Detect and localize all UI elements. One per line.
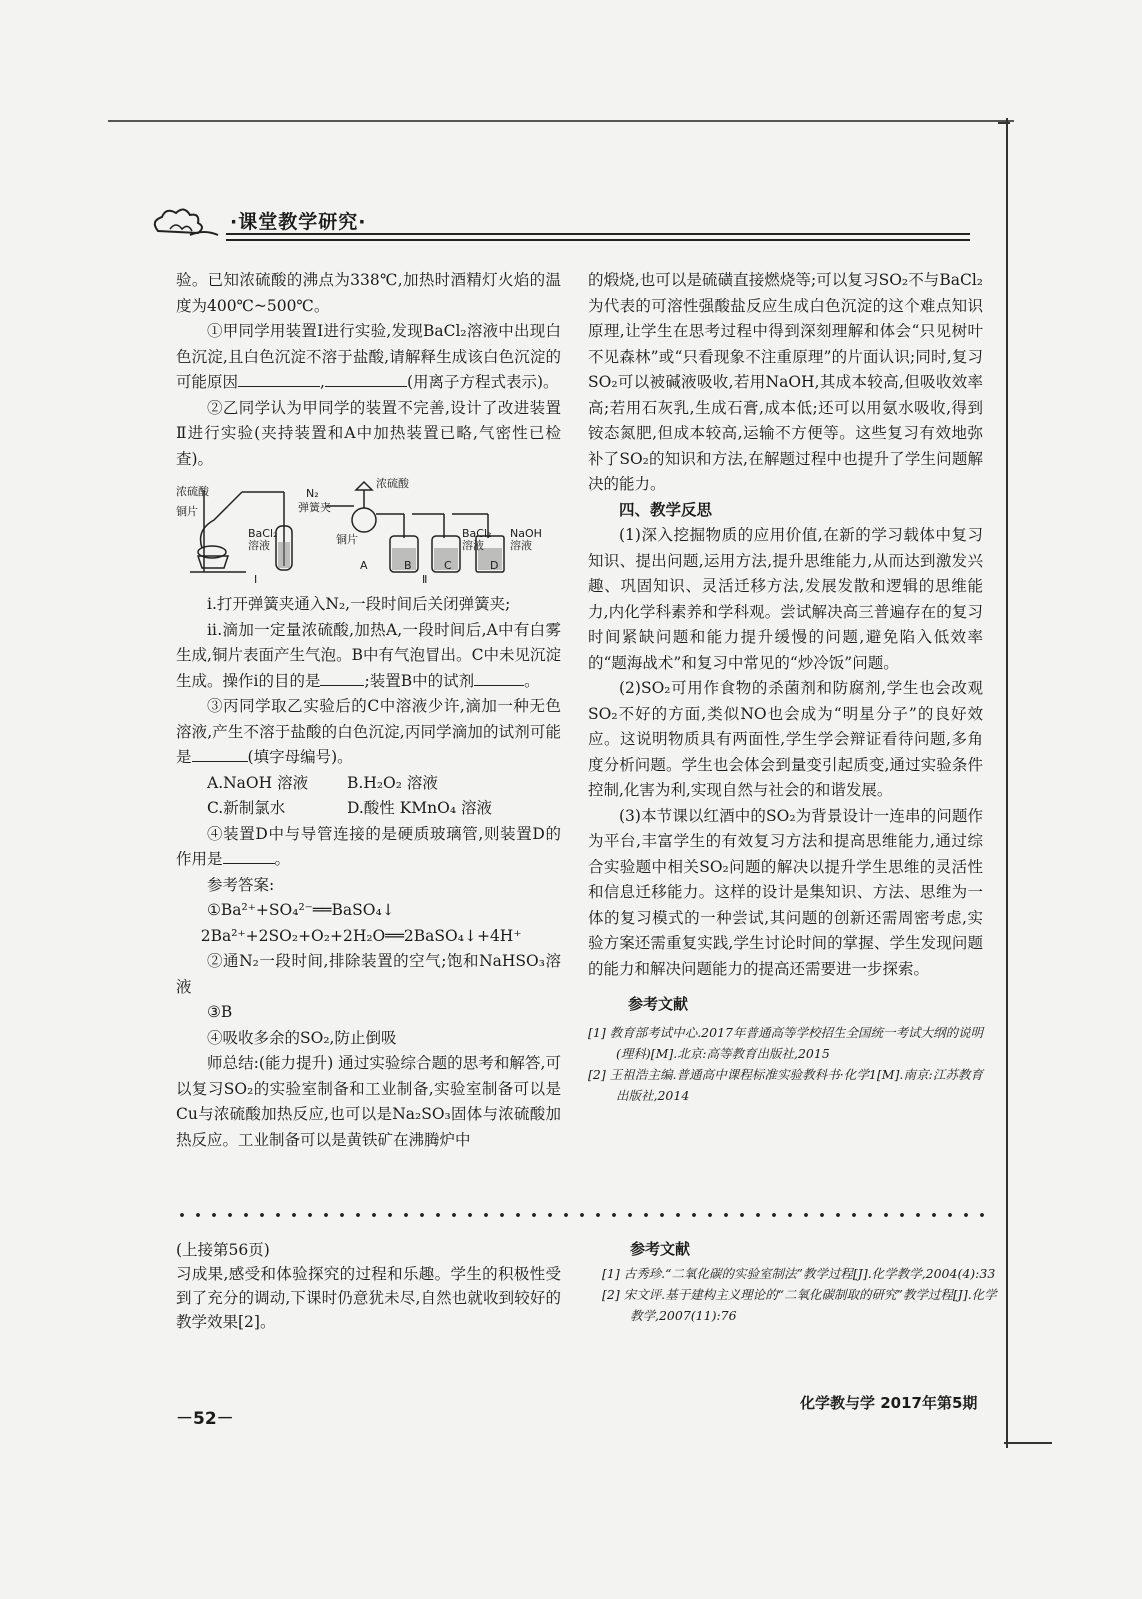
section-heading: 四、教学反思 [619,500,713,519]
answer-3: ③B [207,1003,233,1021]
choices-row-2 [176,796,561,822]
continued-note: (上接第56页) [176,1241,270,1259]
apparatus-diagram [176,476,566,586]
answer-2: ②通N₂一段时间,排除装置的空气;饱和NaHSO₃溶液 [176,952,561,996]
page-edge-tick [998,122,1010,124]
reference-item: [2] 宋文评.基于建构主义理论的“二氧化碳制取的研究”教学过程[J].化学教学,2007(11):76 [602,1287,997,1323]
label-apparatus-1: Ⅰ [254,573,258,586]
reflection-3: (3)本节课以红酒中的SO₂为背景设计一连串的问题作为平台,丰富学生的有效复习方法和提高思维能力,通过综合实验题中相关SO₂问题的解决以提升学生思维的灵活性和信息迁移能力。这样的设计是集知识、方法、思维为一体的复习模式的一种尝试,其问题的创新还需周密考虑,实验方案还需重复实践,学生讨论时间的掌握、学生发现问题的能力和解决问题能力的提高还需要进一步探索。 [588,806,983,978]
label-conc-acid-2: 浓硫酸 [376,477,409,490]
answer-title: 参考答案: [207,875,275,894]
header-rule [226,233,970,241]
right-column [588,268,983,1106]
label-bacl2-2: BaCl₂溶液 [462,527,492,552]
page-edge-bottom [1004,1442,1052,1444]
label-conc-acid: 浓硫酸 [176,485,209,498]
question-1: ①甲同学用装置Ⅰ进行实验,发现BaCl₂溶液中出现白色沉淀,且白色沉淀不溶于盐酸,请解释生成该白色沉淀的可能原因 , (用离子方程式表示)。 [176,322,561,391]
reference-item: [1] 古秀珍.“二氧化碳的实验室制法”教学过程[J].化学教学,2004(4):33 [602,1266,996,1281]
section-title: ·课堂教学研究· [230,211,367,233]
dotted-divider [174,1212,994,1218]
choice-c: C.新制氯水 [207,799,286,817]
page-edge [1006,118,1008,1448]
label-d: D [490,559,499,572]
paragraph: 的煅烧,也可以是硫磺直接燃烧等;可以复习SO₂不与BaCl₂为代表的可溶性强酸盐反应生成白色沉淀的这个难点知识原理,让学生在思考过程中得到深刻理解和体会“只见树叶不见森林”或“只看现象不注重原理”的片面认识;同时,复习SO₂可以被碱液吸收,若用NaOH,其成本较高,但吸收效率高;若用石灰乳,生成石膏,成本低;还可以用氨水吸收,得到铵态氮肥,但成本较高,运输不方便等。这些复习有效地弥补了SO₂的知识和方法,在解题过程中也提升了学生问题解决的能力。 [588,271,983,493]
references-title: 参考文献 [630,1240,691,1258]
choice-d: D.酸性 KMnO₄ 溶液 [347,799,493,817]
question-4: ④装置D中与导管连接的是硬质玻璃管,则装置D的作用是 。 [176,824,561,868]
paragraph: 验。已知浓硫酸的沸点为338℃,加热时酒精灯火焰的温度为400℃~500℃。 [176,271,561,315]
choice-a: A.NaOH 溶液 [207,773,309,792]
choices-row-1 [176,771,561,797]
journal-name: 化学教与学 2017年第5期 [800,1394,978,1412]
reference-item: [2] 王祖浩主编.普通高中课程标准实验教科书·化学1[M].南京:江苏教育出版社,2014 [588,1066,983,1103]
label-copper: 铜片 [176,505,198,518]
label-bacl2: BaCl₂溶液 [248,527,278,552]
continued-references [602,1228,997,1326]
top-rule [108,120,1014,122]
section-header [150,205,970,245]
answer-4: ④吸收多余的SO₂,防止倒吸 [207,1028,397,1047]
continued-article [176,1238,561,1334]
step-i: ⅰ.打开弹簧夹通入N₂,一段时间后关闭弹簧夹; [207,595,511,613]
label-n2: N₂ [306,487,319,500]
reference-item: [1] 教育部考试中心.2017年普通高等学校招生全国统一考试大纲的说明(理科)[M].北京:高等教育出版社,2015 [588,1024,983,1061]
page-number: －52－ [176,1409,234,1429]
label-clamp: 弹簧夹 [298,501,331,514]
question-2: ②乙同学认为甲同学的装置不完善,设计了改进装置Ⅱ进行实验(夹持装置和A中加热装置已略,气密性已检查)。 [176,398,561,468]
continued-text: 习成果,感受和体验探究的过程和乐趣。学生的积极性受到了充分的调动,下课时仍意犹未尽,自然也就收到较好的教学效果[2]。 [176,1265,561,1331]
label-b: B [404,559,412,572]
answer-1b: 2Ba²⁺+2SO₂+O₂+2H₂O══2BaSO₄↓+4H⁺ [200,926,522,945]
answer-1: ①Ba²⁺+SO₄²⁻══BaSO₄↓ [207,901,395,919]
label-a: A [360,559,368,572]
label-copper-2: 铜片 [336,533,358,546]
left-column [176,268,561,1153]
reflection-1: (1)深入挖掘物质的应用价值,在新的学习载体中复习知识、提出问题,运用方法,提升思维能力,从而达到激发兴趣、巩固知识、灵活迁移方法,发展发散和逻辑的思维能力,内化学科素养和学科观。尝试解决高三普遍存在的复习时间紧缺问题和能力提升缓慢的问题,避免陷入低效率的“题海战术”和复习中常见的“炒冷饭”问题。 [588,526,983,672]
label-c: C [444,559,452,572]
cloud-ornament-icon [150,205,220,245]
label-apparatus-2: Ⅱ [422,573,428,586]
teacher-summary: 师总结:(能力提升) 通过实验综合题的思考和解答,可以复习SO₂的实验室制备和工业制备,实验室制备可以是Cu与浓硫酸加热反应,也可以是Na₂SO₃固体与浓硫酸加热反应。工业制备可以是黄铁矿在沸腾炉中 [176,1054,561,1149]
choice-b: B.H₂O₂ 溶液 [347,773,438,792]
label-naoh: NaOH溶液 [510,527,542,552]
references-title: 参考文献 [628,995,689,1013]
step-ii: ⅱ.滴加一定量浓硫酸,加热A,一段时间后,A中有白雾生成,铜片表面产生气泡。B中有气泡冒出。C中未见沉淀生成。操作ⅰ的目的是 ;装置B中的试剂 。 [176,620,561,690]
reflection-2: (2)SO₂可用作食物的杀菌剂和防腐剂,学生也会改观SO₂不好的方面,类似NO也会成为“明星分子”的良好效应。这说明物质具有两面性,学生学会辩证看待问题,多角度分析问题。学生也会体会到量变引起质变,通过实验条件控制,化害为利,实现自然与社会的和谐发展。 [588,679,983,799]
question-3: ③丙同学取乙实验后的C中溶液少许,滴加一种无色溶液,产生不溶于盐酸的白色沉淀,丙同学滴加的试剂可能是 (填字母编号)。 [176,697,561,766]
